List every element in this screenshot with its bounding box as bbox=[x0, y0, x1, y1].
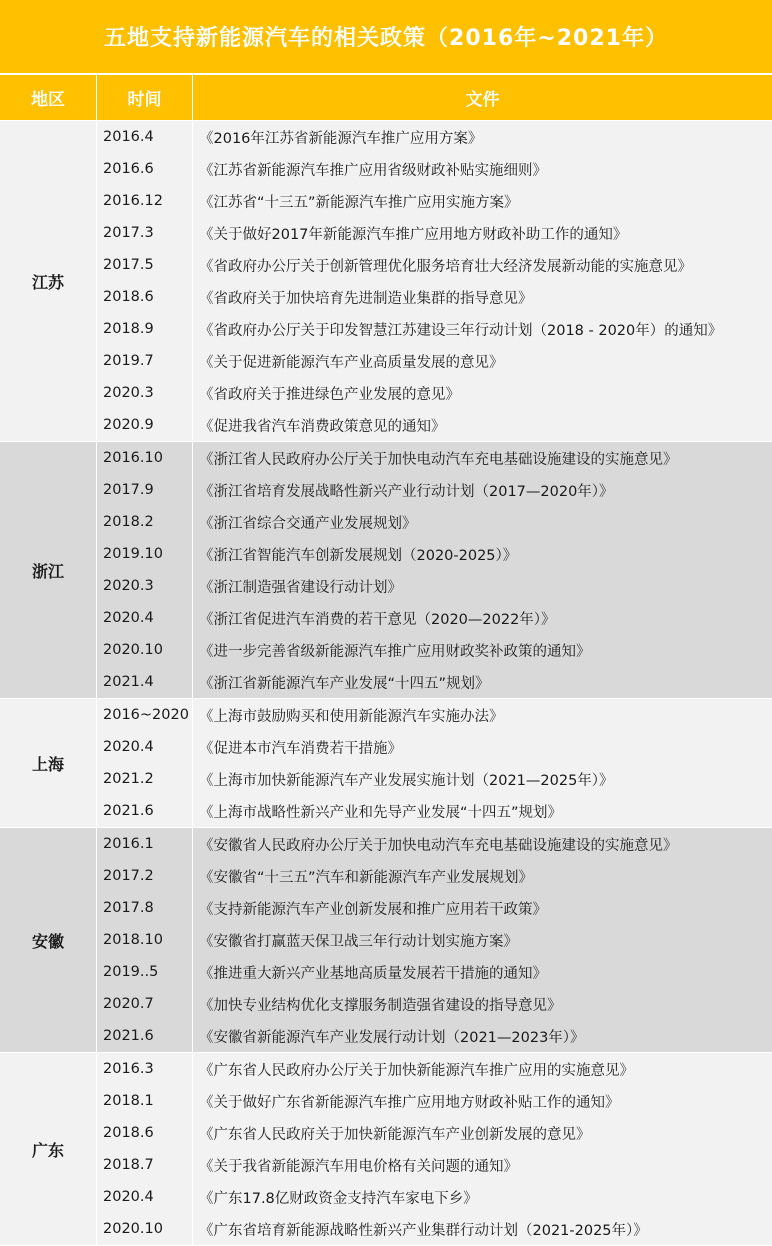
time-cell: 2020.4 bbox=[97, 602, 193, 634]
table-row bbox=[97, 860, 772, 892]
table-row bbox=[97, 988, 772, 1020]
time-cell: 2017.9 bbox=[97, 474, 193, 506]
region-cell: 浙江 bbox=[0, 442, 97, 698]
time-cell: 2018.10 bbox=[97, 924, 193, 956]
table-row bbox=[97, 1085, 772, 1117]
table-row bbox=[97, 442, 772, 474]
time-cell: 2021.2 bbox=[97, 763, 193, 795]
document-cell: 《广东省培育新能源战略性新兴产业集群行动计划（2021-2025年）》 bbox=[199, 1222, 648, 1239]
time-cell: 2021.4 bbox=[97, 666, 193, 698]
table-header bbox=[0, 75, 772, 121]
time-cell: 2020.7 bbox=[97, 988, 193, 1020]
document-cell: 《广东省人民政府关于加快新能源汽车产业创新发展的意见》 bbox=[199, 1126, 591, 1143]
table-row bbox=[97, 409, 772, 441]
document-cell: 《促进我省汽车消费政策意见的通知》 bbox=[199, 418, 446, 435]
table-row bbox=[97, 666, 772, 698]
table-row bbox=[97, 313, 772, 345]
header-document: 文件 bbox=[465, 90, 500, 110]
region-cell: 上海 bbox=[0, 699, 97, 827]
header-time: 时间 bbox=[97, 75, 193, 120]
document-cell: 《省政府关于推进绿色产业发展的意见》 bbox=[199, 386, 460, 403]
time-cell: 2020.9 bbox=[97, 409, 193, 441]
document-cell: 《省政府办公厅关于印发智慧江苏建设三年行动计划（2018 - 2020年）的通知》 bbox=[199, 322, 723, 339]
table-row bbox=[97, 892, 772, 924]
time-cell: 2018.1 bbox=[97, 1085, 193, 1117]
document-cell: 《浙江省培育发展战略性新兴产业行动计划（2017—2020年）》 bbox=[199, 483, 614, 500]
table-row bbox=[97, 699, 772, 731]
table-row bbox=[97, 1117, 772, 1149]
document-cell: 《广东省人民政府办公厅关于加快新能源汽车推广应用的实施意见》 bbox=[199, 1062, 634, 1079]
time-cell: 2020.10 bbox=[97, 634, 193, 666]
region-group bbox=[0, 699, 772, 828]
document-cell: 《2016年江苏省新能源汽车推广应用方案》 bbox=[199, 130, 483, 147]
time-cell: 2020.4 bbox=[97, 731, 193, 763]
document-cell: 《关于促进新能源汽车产业高质量发展的意见》 bbox=[199, 354, 504, 371]
region-rows bbox=[97, 699, 772, 827]
table-row bbox=[97, 345, 772, 377]
time-cell: 2020.3 bbox=[97, 377, 193, 409]
time-cell: 2021.6 bbox=[97, 795, 193, 827]
time-cell: 2018.6 bbox=[97, 1117, 193, 1149]
time-cell: 2019.7 bbox=[97, 345, 193, 377]
table-row bbox=[97, 1149, 772, 1181]
time-cell: 2018.9 bbox=[97, 313, 193, 345]
table-row bbox=[97, 217, 772, 249]
table-row bbox=[97, 570, 772, 602]
document-cell: 《江苏省“十三五”新能源汽车推广应用实施方案》 bbox=[199, 194, 519, 211]
table-title: 五地支持新能源汽车的相关政策（2016年~2021年） bbox=[0, 0, 772, 75]
table-row bbox=[97, 828, 772, 860]
time-cell: 2016.1 bbox=[97, 828, 193, 860]
time-cell: 2016.3 bbox=[97, 1053, 193, 1085]
document-cell: 《浙江省新能源汽车产业发展“十四五”规划》 bbox=[199, 675, 490, 692]
table-body bbox=[0, 121, 772, 1246]
table-row bbox=[97, 795, 772, 827]
document-cell: 《上海市战略性新兴产业和先导产业发展“十四五”规划》 bbox=[199, 804, 563, 821]
time-cell: 2018.2 bbox=[97, 506, 193, 538]
time-cell: 2017.8 bbox=[97, 892, 193, 924]
document-cell: 《进一步完善省级新能源汽车推广应用财政奖补政策的通知》 bbox=[199, 643, 591, 660]
region-rows bbox=[97, 442, 772, 698]
region-rows bbox=[97, 121, 772, 441]
document-cell: 《促进本市汽车消费若干措施》 bbox=[199, 740, 402, 757]
region-rows bbox=[97, 1053, 772, 1245]
document-cell: 《加快专业结构优化支撑服务制造强省建设的指导意见》 bbox=[199, 997, 562, 1014]
document-cell: 《安徽省新能源汽车产业发展行动计划（2021—2023年）》 bbox=[199, 1029, 585, 1046]
time-cell: 2016~2020 bbox=[97, 699, 193, 731]
document-cell: 《广东17.8亿财政资金支持汽车家电下乡》 bbox=[199, 1190, 478, 1207]
document-cell: 《关于我省新能源汽车用电价格有关问题的通知》 bbox=[199, 1158, 518, 1175]
table-row bbox=[97, 1053, 772, 1085]
document-cell: 《浙江省综合交通产业发展规划》 bbox=[199, 515, 417, 532]
table-row bbox=[97, 634, 772, 666]
table-row bbox=[97, 281, 772, 313]
document-cell: 《上海市鼓励购买和使用新能源汽车实施办法》 bbox=[199, 708, 504, 725]
document-cell: 《省政府办公厅关于创新管理优化服务培育壮大经济发展新动能的实施意见》 bbox=[199, 258, 692, 275]
region-group bbox=[0, 1053, 772, 1246]
time-cell: 2018.7 bbox=[97, 1149, 193, 1181]
time-cell: 2018.6 bbox=[97, 281, 193, 313]
table-row bbox=[97, 602, 772, 634]
region-cell: 安徽 bbox=[0, 828, 97, 1052]
time-cell: 2020.10 bbox=[97, 1213, 193, 1245]
document-cell: 《浙江省人民政府办公厅关于加快电动汽车充电基础设施建设的实施意见》 bbox=[199, 451, 678, 468]
table-row bbox=[97, 153, 772, 185]
document-cell: 《安徽省“十三五”汽车和新能源汽车产业发展规划》 bbox=[199, 869, 534, 886]
time-cell: 2017.5 bbox=[97, 249, 193, 281]
document-cell: 《上海市加快新能源汽车产业发展实施计划（2021—2025年）》 bbox=[199, 772, 614, 789]
region-cell: 江苏 bbox=[0, 121, 97, 441]
table-row bbox=[97, 1181, 772, 1213]
time-cell: 2017.2 bbox=[97, 860, 193, 892]
table-row bbox=[97, 506, 772, 538]
time-cell: 2017.3 bbox=[97, 217, 193, 249]
table-row bbox=[97, 121, 772, 153]
region-cell: 广东 bbox=[0, 1053, 97, 1245]
region-rows bbox=[97, 828, 772, 1052]
time-cell: 2019.10 bbox=[97, 538, 193, 570]
table-row bbox=[97, 956, 772, 988]
table-row bbox=[97, 731, 772, 763]
table-row bbox=[97, 763, 772, 795]
table-row bbox=[97, 1213, 772, 1245]
time-cell: 2019..5 bbox=[97, 956, 193, 988]
document-cell: 《推进重大新兴产业基地高质量发展若干措施的通知》 bbox=[199, 965, 547, 982]
table-row bbox=[97, 185, 772, 217]
region-group bbox=[0, 828, 772, 1053]
time-cell: 2016.6 bbox=[97, 153, 193, 185]
time-cell: 2016.10 bbox=[97, 442, 193, 474]
document-cell: 《浙江省智能汽车创新发展规划（2020-2025）》 bbox=[199, 547, 518, 564]
table-row bbox=[97, 249, 772, 281]
table-row bbox=[97, 1020, 772, 1052]
document-cell: 《省政府关于加快培育先进制造业集群的指导意见》 bbox=[199, 290, 533, 307]
table-row bbox=[97, 538, 772, 570]
document-cell: 《浙江省促进汽车消费的若干意见（2020—2022年）》 bbox=[199, 611, 556, 628]
document-cell: 《支持新能源汽车产业创新发展和推广应用若干政策》 bbox=[199, 901, 547, 918]
document-cell: 《浙江制造强省建设行动计划》 bbox=[199, 579, 402, 596]
time-cell: 2016.12 bbox=[97, 185, 193, 217]
time-cell: 2016.4 bbox=[97, 121, 193, 153]
time-cell: 2020.3 bbox=[97, 570, 193, 602]
table-row bbox=[97, 924, 772, 956]
document-cell: 《江苏省新能源汽车推广应用省级财政补贴实施细则》 bbox=[199, 162, 547, 179]
document-cell: 《安徽省打赢蓝天保卫战三年行动计划实施方案》 bbox=[199, 933, 518, 950]
document-cell: 《关于做好2017年新能源汽车推广应用地方财政补助工作的通知》 bbox=[199, 226, 628, 243]
region-group bbox=[0, 442, 772, 699]
header-region: 地区 bbox=[0, 75, 97, 120]
table-row bbox=[97, 377, 772, 409]
time-cell: 2020.4 bbox=[97, 1181, 193, 1213]
table-row bbox=[97, 474, 772, 506]
document-cell: 《安徽省人民政府办公厅关于加快电动汽车充电基础设施建设的实施意见》 bbox=[199, 837, 678, 854]
time-cell: 2021.6 bbox=[97, 1020, 193, 1052]
region-group bbox=[0, 121, 772, 442]
document-cell: 《关于做好广东省新能源汽车推广应用地方财政补贴工作的通知》 bbox=[199, 1094, 620, 1111]
